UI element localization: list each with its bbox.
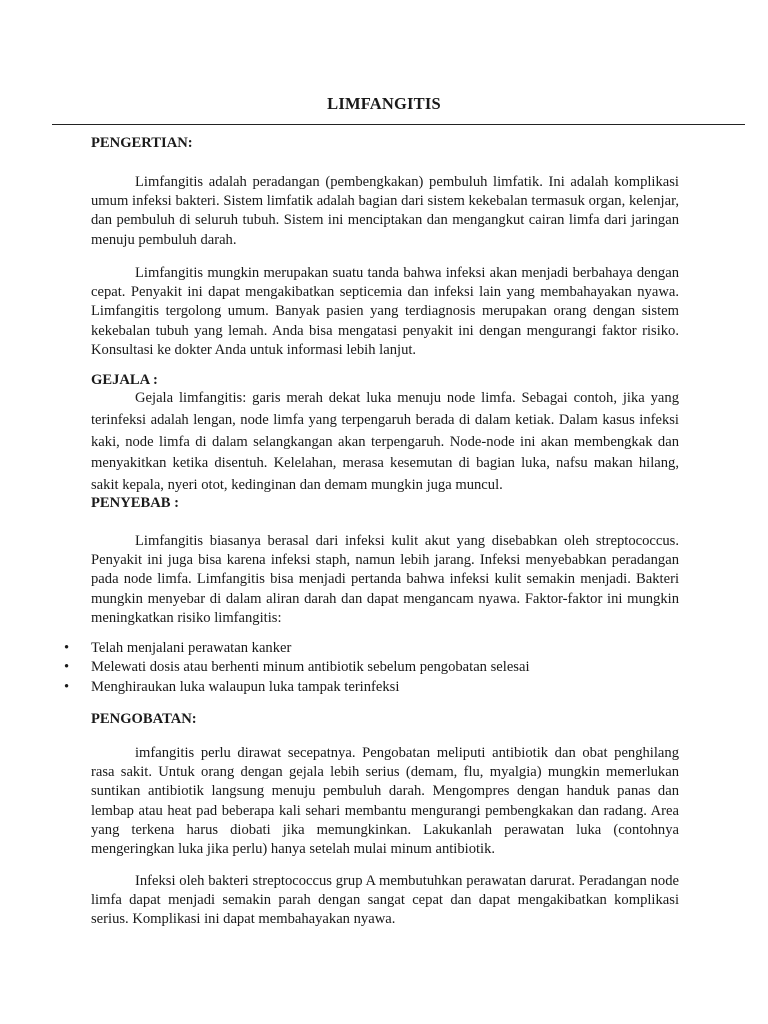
heading-pengertian: PENGERTIAN:: [91, 135, 193, 151]
list-item-text: Melewati dosis atau berhenti minum antibiotik sebelum pengobatan selesai: [91, 659, 530, 676]
bullet-icon: •: [64, 678, 70, 695]
paragraph-gejala-1: Gejala limfangitis: garis merah dekat luka menuju node limfa. Sebagai contoh, jika yang terinfeksi adalah lengan, node limfa yang terpengaruh berada di dalam ketiak. Dalam kasus infeksi kaki, node limfa di dalam selangkangan akan terpengaruh. Node-node ini akan membengkak dan menyakitkan ketika disentuh. Kelelahan, merasa kesemutan di bagian luka, nafsu makan hilang, sakit kepala, nyeri otot, kedinginan dan demam mungkin juga muncul.: [91, 390, 679, 494]
paragraph-pengertian-2: Limfangitis mungkin merupakan suatu tanda bahwa infeksi akan menjadi berbahaya dengan cepat. Penyakit ini dapat mengakibatkan septicemia dan infeksi lain yang membahayakan nyawa. Limfangitis tergolong umum. Banyak pasien yang terdiagnosis merupakan orang dengan sistem kekebalan tubuh yang lemah. Anda bisa mengatasi penyakit ini dengan mengurangi faktor risiko. Konsultasi ke dokter Anda untuk informasi lebih lanjut.: [91, 265, 679, 358]
title-divider: [52, 124, 745, 125]
paragraph-pengobatan-2: Infeksi oleh bakteri streptococcus grup A membutuhkan perawatan darurat. Peradangan node limfa dapat menjadi semakin parah dengan sangat cepat dan dapat mengakibatkan komplikasi serius. Komplikasi ini dapat membahayakan nyawa.: [91, 873, 679, 928]
list-item: [64, 639, 684, 658]
list-item: [64, 678, 684, 697]
list-item-text: Telah menjalani perawatan kanker: [91, 640, 292, 656]
paragraph-pengobatan-1: imfangitis perlu dirawat secepatnya. Pengobatan meliputi antibiotik dan obat penghilang rasa sakit. Untuk orang dengan gejala lebih serius (demam, flu, myalgia) mungkin memerlukan suntikan antibiotik langsung menuju pembuluh darah. Mengompres dengan handuk panas dan lembap atau heat pad beberapa kali sehari membantu mengurangi pembengkakan dan radang. Area yang terkena harus diobati jika memungkinkan. Lakukanlah perawatan luka (contohnya mengeringkan luka jika perlu) hanya setelah mulai minum antibiotik.: [91, 745, 679, 858]
bullet-icon: •: [64, 640, 70, 656]
list-item-text: Menghiraukan luka walaupun luka tampak terinfeksi: [91, 678, 400, 695]
list-item: [64, 658, 684, 677]
paragraph-pengertian-1: Limfangitis adalah peradangan (pembengkakan) pembuluh limfatik. Ini adalah komplikasi umum infeksi bakteri. Sistem limfatik adalah bagian dari sistem kekebalan termasuk organ, kelenjar, dan pembuluh di seluruh tubuh. Sistem ini menciptakan dan mengangkut cairan limfa dari jaringan menuju pembuluh darah.: [91, 174, 679, 248]
heading-pengobatan: PENGOBATAN:: [91, 711, 197, 727]
bullet-icon: •: [64, 659, 70, 676]
heading-penyebab: PENYEBAB :: [91, 495, 179, 511]
risk-factor-list: [64, 639, 684, 697]
document-title: LIMFANGITIS: [327, 94, 441, 113]
heading-gejala: GEJALA :: [91, 372, 158, 388]
paragraph-penyebab-1: Limfangitis biasanya berasal dari infeksi kulit akut yang disebabkan oleh streptococcus. Penyakit ini juga bisa karena infeksi staph, namun lebih jarang. Infeksi menyebabkan peradangan pada node limfa. Limfangitis bisa menjadi pertanda bahwa infeksi kulit semakin menjadi. Bakteri mungkin menyebar di dalam aliran darah dan dapat mengancam nyawa. Faktor-faktor ini mungkin meningkatkan risiko limfangitis:: [91, 533, 679, 626]
